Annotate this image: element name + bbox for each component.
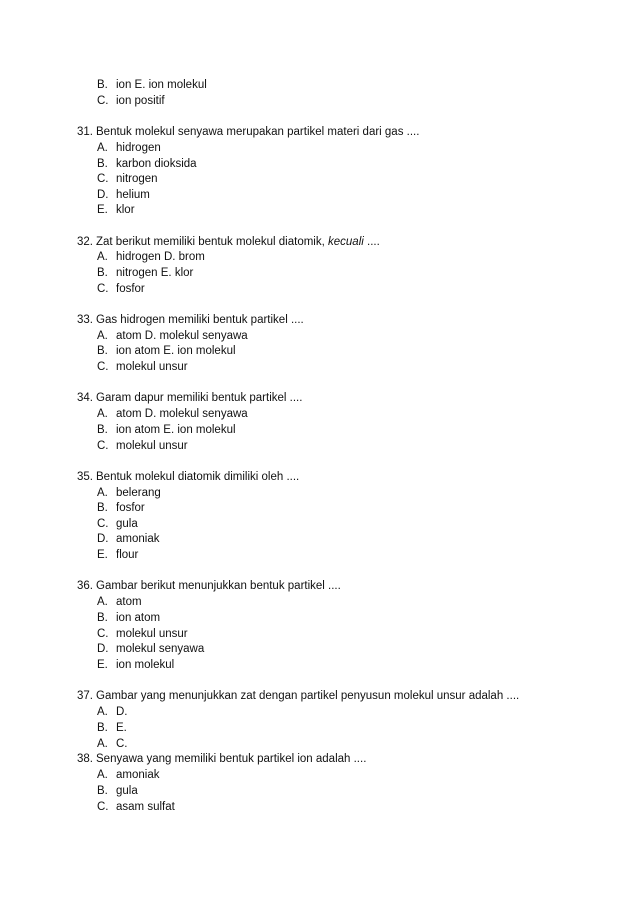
option-letter: E. [97,549,108,561]
option-text: molekul senyawa [116,643,205,655]
question-number: 35. [77,471,93,483]
question-number: 38. [77,753,93,765]
question-text: Senyawa yang memiliki bentuk partikel ion adalah .... [96,753,367,765]
option-letter: A. [97,408,108,420]
option-letter: E. [97,659,108,671]
option-letter: C. [97,628,109,640]
option-text: hidrogen D. brom [116,251,205,263]
option-row [0,251,638,265]
option-text: amoniak [116,769,160,781]
option-letter: A. [97,487,108,499]
option-row [0,738,638,752]
option-row [0,189,638,203]
option-row [0,643,638,657]
option-text: ion atom E. ion molekul [116,345,236,357]
question-text: Gas hidrogen memiliki bentuk partikel .... [96,314,304,326]
option-letter: C. [97,440,109,452]
option-row [0,769,638,783]
option-text: belerang [116,487,161,499]
option-text: flour [116,549,139,561]
question-38 [0,753,638,767]
option-row [0,361,638,375]
question-text: Bentuk molekul senyawa merupakan partikel materi dari gas .... [96,126,420,138]
question-number: 34. [77,392,93,404]
option-text: gula [116,518,138,530]
option-row [0,440,638,454]
option-row [0,142,638,156]
option-letter: E. [97,204,108,216]
option-row [0,204,638,218]
option-row [0,612,638,626]
option-row [0,518,638,532]
option-text: gula [116,785,138,797]
option-text: D. [116,706,128,718]
option-letter: A. [97,706,108,718]
option-letter: B. [97,502,108,514]
option-letter: A. [97,251,108,263]
option-text: helium [116,189,150,201]
question-text: Gambar yang menunjukkan zat dengan partikel penyusun molekul unsur adalah .... [96,690,520,702]
question-text: Gambar berikut menunjukkan bentuk partikel .... [96,580,341,592]
question-33 [0,314,638,328]
option-text: karbon dioksida [116,158,197,170]
option-letter: D. [97,533,109,545]
option-text: C. [116,738,128,750]
option-row [0,408,638,422]
question-31 [0,126,638,140]
option-row [0,549,638,563]
option-text: fosfor [116,283,145,295]
option-text: molekul unsur [116,440,188,452]
question-36 [0,580,638,594]
option-row [0,502,638,516]
option-letter: A. [97,596,108,608]
option-letter: A. [97,769,108,781]
option-letter: C. [97,801,109,813]
option-row [0,487,638,501]
option-row [0,785,638,799]
option-text: ion atom E. ion molekul [116,424,236,436]
option-row [0,173,638,187]
option-letter: B. [97,612,108,624]
option-letter: B. [97,79,108,91]
question-number: 36. [77,580,93,592]
option-letter: D. [97,643,109,655]
option-letter: C. [97,173,109,185]
option-letter: A. [97,142,108,154]
option-row [0,596,638,610]
option-text: atom [116,596,142,608]
option-text: ion molekul [116,659,175,671]
question-text: Zat berikut memiliki bentuk molekul diatomik, kecuali .... [96,236,380,248]
option-row [0,283,638,297]
option-text: ion E. ion molekul [116,79,207,91]
option-text: klor [116,204,135,216]
option-text: ion atom [116,612,161,624]
option-row [0,722,638,736]
option-letter: B. [97,345,108,357]
option-letter: C. [97,518,109,530]
option-text: E. [116,722,127,734]
option-text: hidrogen [116,142,161,154]
option-letter: B. [97,785,108,797]
option-row [0,533,638,547]
option-letter: A. [97,738,108,750]
option-text: molekul unsur [116,361,188,373]
option-text: molekul unsur [116,628,188,640]
option-letter: A. [97,330,108,342]
question-number: 32. [77,236,93,248]
option-row [0,801,638,815]
question-32 [0,236,638,250]
option-letter: C. [97,283,109,295]
question-number: 31. [77,126,93,138]
option-letter: C. [97,361,109,373]
option-letter: C. [97,95,109,107]
option-row [0,345,638,359]
option-row [0,330,638,344]
option-letter: B. [97,722,108,734]
question-text: Bentuk molekul diatomik dimiliki oleh .... [96,471,300,483]
question-34 [0,392,638,406]
option-text: fosfor [116,502,145,514]
option-row [0,659,638,673]
option-row [0,79,638,93]
question-number: 37. [77,690,93,702]
option-text: atom D. molekul senyawa [116,408,248,420]
question-text: Garam dapur memiliki bentuk partikel .... [96,392,303,404]
question-37 [0,690,638,704]
question-35 [0,471,638,485]
option-text: amoniak [116,533,160,545]
option-letter: B. [97,158,108,170]
option-row [0,706,638,720]
option-row [0,628,638,642]
option-row [0,267,638,281]
option-text: ion positif [116,95,165,107]
option-row [0,424,638,438]
option-text: nitrogen E. klor [116,267,194,279]
option-text: atom D. molekul senyawa [116,330,248,342]
option-letter: D. [97,189,109,201]
question-number: 33. [77,314,93,326]
option-row [0,95,638,109]
option-text: asam sulfat [116,801,175,813]
option-text: nitrogen [116,173,158,185]
option-letter: B. [97,424,108,436]
option-letter: B. [97,267,108,279]
option-row [0,158,638,172]
question-emphasis: kecuali [328,236,364,248]
